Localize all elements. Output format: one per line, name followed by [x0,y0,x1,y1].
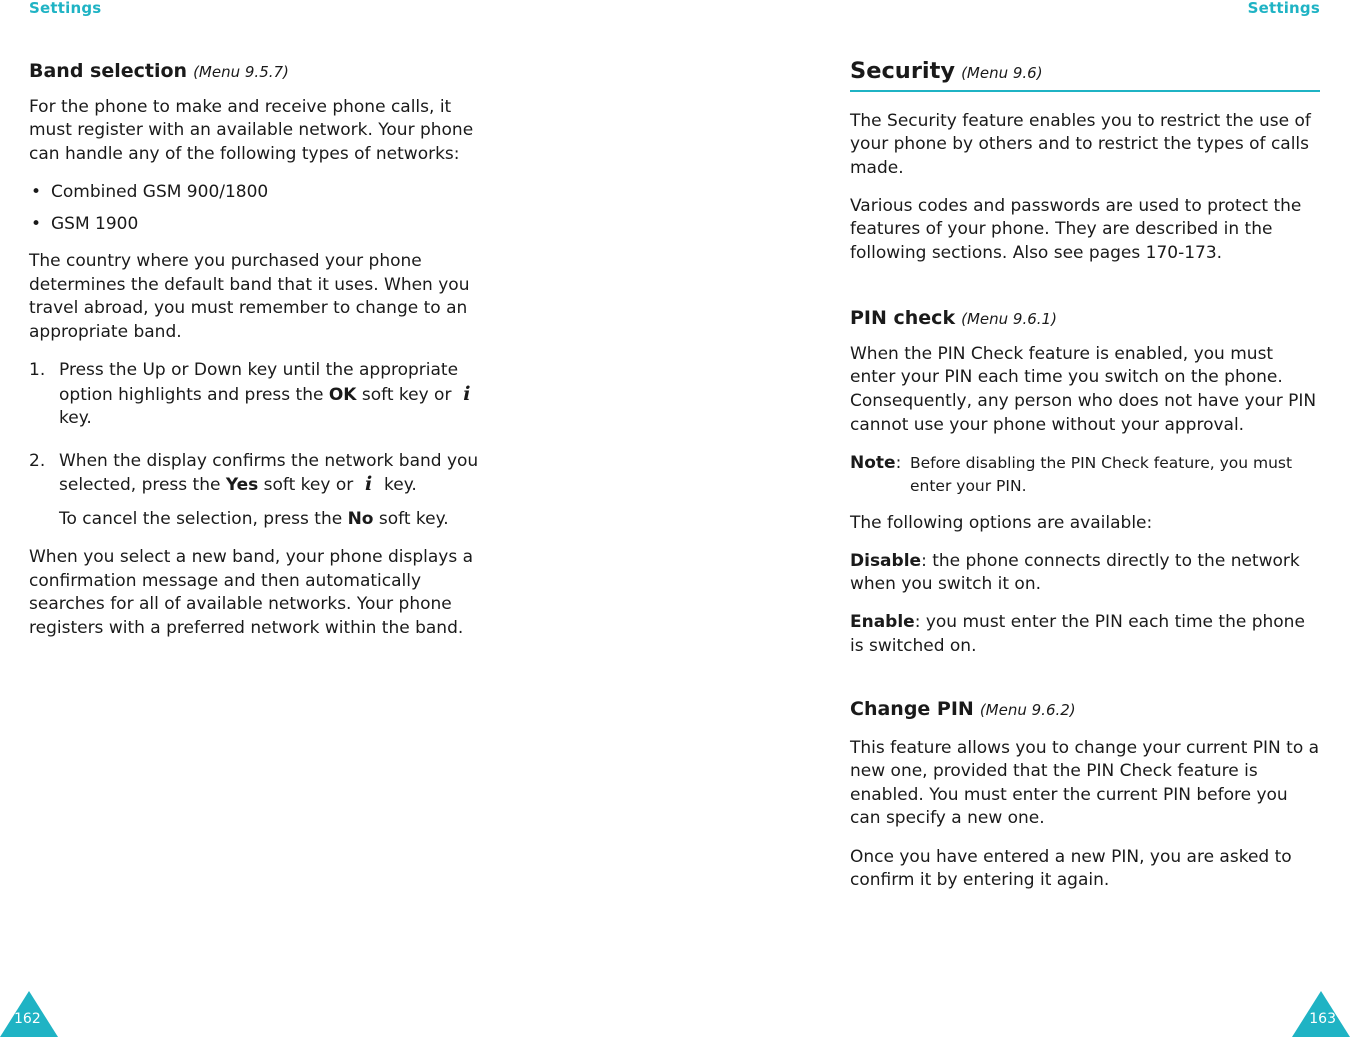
security-para-1: The Security feature enables you to restrict the use of your phone by others and to restrict the types of calls made. [850,110,1311,178]
heading-title: Change PIN [850,698,974,721]
bullet-text: GSM 1900 [51,214,139,235]
option-disable [850,550,1320,597]
cancel-text: To cancel the selection, press the [59,508,348,529]
heading-title: Security [850,58,956,84]
section-spacer [850,673,1320,698]
left-column [29,58,499,655]
page-number: 162 [14,1011,41,1027]
heading-title: Band selection [29,60,188,82]
note-text: Before disabling the PIN Check feature, you must enter your PIN. [910,453,1293,495]
cancel-text: soft key. [373,508,449,529]
menu-reference: (Menu 9.6.2) [979,701,1076,720]
step-1 [29,359,499,431]
option-label: Enable [850,612,915,633]
ok-key-label: OK [328,384,357,405]
option-text: : the phone connects directly to the network when you switch it on. [850,550,1300,595]
step-body [59,359,499,431]
step-text: soft key or [356,384,457,405]
step-text: key. [59,408,92,429]
band-intro: For the phone to make and receive phone calls, it must register with an available network. Your phone can handle any of the following types of networks: [29,96,474,164]
option-enable [850,611,1320,658]
heading-title: PIN check [850,307,956,330]
step-2 [29,450,499,498]
step-text: Press the Up or Down key until the appropriate option highlights and press the [59,359,459,405]
running-head: Settings [1247,0,1320,17]
running-head: Settings [29,0,102,17]
menu-reference: (Menu 9.6.1) [961,310,1057,329]
step-number: 1. [29,359,46,380]
band-selection-heading [29,58,499,85]
bullet-mark: • [31,214,42,235]
note-label-text: Note [850,452,896,473]
step-text: key. [378,475,417,496]
options-intro: The following options are available: [850,512,1153,533]
i-key-icon: i [365,473,373,496]
security-para-2: Various codes and passwords are used to protect the features of your phone. They are described in the following sections. Also see pages 170-173. [850,195,1302,264]
menu-reference: (Menu 9.6) [961,64,1043,82]
option-label: Disable [850,550,922,571]
menu-reference: (Menu 9.5.7) [193,63,289,81]
list-item [29,213,499,237]
i-key-icon: i [463,382,471,405]
band-closing: When you select a new band, your phone displays a confirmation message and then automatically searches for all of available networks. Your phone registers with a preferred network within the band. [29,547,473,638]
step-number: 2. [29,450,46,471]
step-text: When the display confirms the network band you selected, press the [59,450,479,496]
yes-key-label: Yes [225,475,259,496]
page-number: 163 [1309,1011,1336,1027]
list-item [29,181,499,205]
change-pin-heading [850,698,1320,723]
band-para-2: The country where you purchased your phone determines the default band that it uses. When you travel abroad, you must remember to change to an appropriate band. [29,251,470,342]
note-label: Note: [850,452,902,473]
step-body [59,450,499,498]
change-pin-para-2: Once you have entered a new PIN, you are asked to confirm it by entering it again. [850,846,1292,891]
pin-check-para: When the PIN Check feature is enabled, you must enter your PIN each time you switch on the phone. Consequently, any person who does not have your PIN cannot use your phone without your approval. [850,343,1317,435]
change-pin-para-1: This feature allows you to change your current PIN to a new one, provided that the PIN Check feature is enabled. You must enter the current PIN before you can specify a new one. [850,737,1320,829]
note [850,452,1320,498]
no-key-label: No [347,508,374,529]
step-text: soft key or [258,475,359,496]
option-text: : you must enter the PIN each time the phone is switched on. [850,612,1305,656]
security-heading [850,58,1320,92]
cancel-instruction [59,508,499,532]
section-spacer [850,280,1320,307]
bullet-mark: • [31,181,42,202]
bullet-text: Combined GSM 900/1800 [51,181,269,202]
pin-check-heading [850,307,1320,332]
right-page [675,0,1350,1037]
right-column [850,58,1320,907]
